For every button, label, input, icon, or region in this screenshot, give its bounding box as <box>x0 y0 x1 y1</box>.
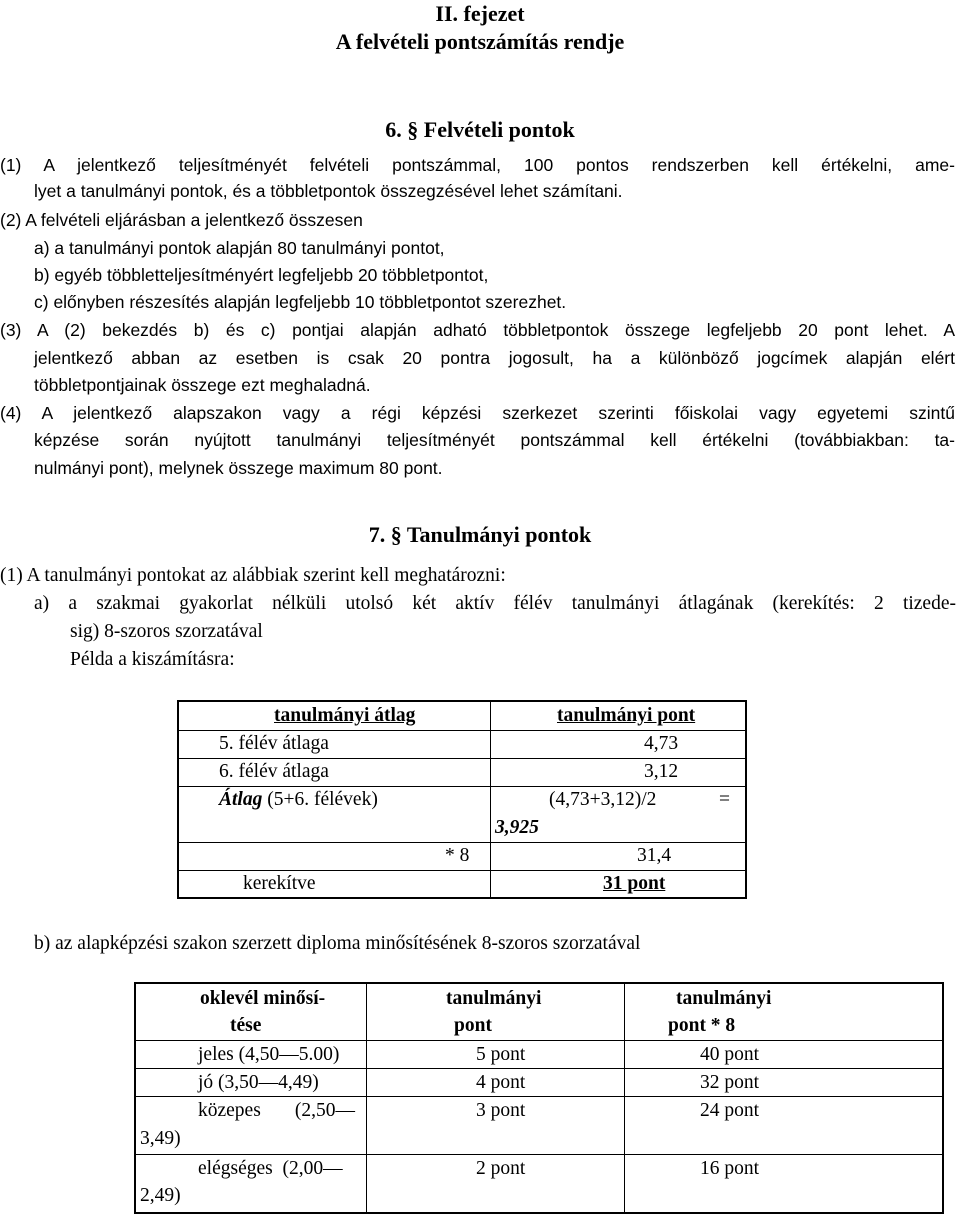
s7-item-b: b) az alapképzési szakon szerzett diploma minősítésének 8-szoros szorzatával <box>34 933 641 954</box>
header-points: tanulmányi pont <box>557 705 696 726</box>
header-points8-line2: pont * 8 <box>668 1015 736 1036</box>
header-points8-line1: tanulmányi <box>676 988 772 1009</box>
section-7-heading: 7. § Tanulmányi pontok <box>368 522 592 547</box>
s6-p2-intro: (2) A felvételi eljárásban a jelentkező összesen <box>0 210 363 230</box>
header-points-line1: tanulmányi <box>446 988 542 1009</box>
chapter-number: II. fejezet <box>435 1 525 26</box>
row-kozepes-grade-line2: 3,49) <box>140 1128 181 1149</box>
row-elegseges-grade-line2: 2,49) <box>140 1185 181 1206</box>
s6-p1-line2: lyet a tanulmányi pontok, és a többletpontok összegzésével lehet számítani. <box>34 181 623 201</box>
row-kozepes-points: 3 pont <box>476 1100 526 1121</box>
row-rounded-label: kerekítve <box>243 873 316 894</box>
s7-item-a-line1: a) a szakmai gyakorlat nélküli utolsó két aktív félév tanulmányi átlagának (kerekítés: 2 tizede- <box>34 593 956 614</box>
row-semester5-value: 4,73 <box>644 733 679 754</box>
row-jo-grade: jó (3,50—4,49) <box>198 1072 319 1093</box>
table-divider <box>136 1068 942 1069</box>
s6-p2-item-b: b) egyéb többletteljesítményért legfeljebb 20 többletpontot, <box>34 265 489 285</box>
average-semesters: (5+6. félévek) <box>262 789 378 810</box>
s6-p2-item-a: a) a tanulmányi pontok alapján 80 tanulmányi pontot, <box>34 238 445 258</box>
table-divider <box>136 1096 942 1097</box>
s7-p1: (1) A tanulmányi pontokat az alábbiak szerint kell meghatározni: <box>0 565 506 586</box>
row-jo-points8: 32 pont <box>700 1072 760 1093</box>
table-divider <box>179 842 745 843</box>
row-average-formula: (4,73+3,12)/2 <box>549 789 657 810</box>
s6-p2-item-c: c) előnyben részesítés alapján legfeljebb 10 többletpontot szerezhet. <box>34 292 567 312</box>
average-word: Átlag <box>219 789 263 810</box>
chapter-title: A felvételi pontszámítás rendje <box>335 29 625 54</box>
row-average-equals: = <box>719 789 730 810</box>
table-divider <box>179 870 745 871</box>
s6-p3-line1: (3) A (2) bekezdés b) és c) pontjai alapján adható többletpontok összege legfeljebb 20 pont lehet. A <box>0 320 955 340</box>
row-average-result: 3,925 <box>495 817 539 838</box>
header-points-line2: pont <box>454 1015 492 1036</box>
row-elegseges-points8: 16 pont <box>700 1158 760 1179</box>
table-divider <box>179 758 745 759</box>
s7-example-label: Példa a kiszámításra: <box>70 649 235 670</box>
row-jeles-points8: 40 pont <box>700 1044 760 1065</box>
s6-p1-line1: (1) A jelentkező teljesítményét felvételi pontszámmal, 100 pontos rendszerben kell értékelni, ame- <box>0 155 955 175</box>
section-6-heading: 6. § Felvételi pontok <box>385 117 575 142</box>
row-kozepes-grade-line1: közepes (2,50— <box>198 1100 356 1121</box>
s6-p4-line2: képzése során nyújtott tanulmányi teljesítményét pontszámmal kell értékelni (továbbiakban: ta- <box>34 430 955 450</box>
row-jo-points: 4 pont <box>476 1072 526 1093</box>
s6-p4-line1: (4) A jelentkező alapszakon vagy a régi képzési szerkezet szerinti főiskolai vagy egyetemi szintű <box>0 403 955 423</box>
row-multiply-label: * 8 <box>445 845 470 866</box>
table-divider <box>490 702 491 897</box>
table-divider <box>366 984 367 1212</box>
s6-p4-line3: nulmányi pont), melynek összege maximum 80 pont. <box>34 458 443 478</box>
row-elegseges-points: 2 pont <box>476 1158 526 1179</box>
row-kozepes-points8: 24 pont <box>700 1100 760 1121</box>
row-jeles-points: 5 pont <box>476 1044 526 1065</box>
table-divider <box>624 984 625 1212</box>
row-semester6-value: 3,12 <box>644 761 679 782</box>
diploma-grade-table <box>134 982 944 1214</box>
row-semester5-label: 5. félév átlaga <box>219 733 329 754</box>
header-average: tanulmányi átlag <box>274 705 416 726</box>
header-grade-line2: tése <box>230 1015 262 1036</box>
row-multiply-value: 31,4 <box>637 845 672 866</box>
row-jeles-grade: jeles (4,50—5.00) <box>198 1044 340 1065</box>
row-average-label <box>219 788 378 812</box>
row-semester6-label: 6. félév átlaga <box>219 761 329 782</box>
table-divider <box>179 786 745 787</box>
average-table <box>177 700 747 899</box>
row-rounded-value: 31 pont <box>603 873 666 894</box>
s7-item-a-line2: sig) 8-szoros szorzatával <box>70 621 263 642</box>
header-grade-line1: oklevél minősí- <box>200 988 326 1009</box>
table-divider <box>136 1154 942 1155</box>
s6-p3-line3: többletpontjainak összege ezt meghaladná. <box>34 375 371 395</box>
table-divider <box>179 730 745 731</box>
s6-p3-line2: jelentkező abban az esetben is csak 20 pontra jogosult, ha a különböző jogcímek alapján elért <box>34 348 955 368</box>
row-elegseges-grade-line1: elégséges (2,00— <box>198 1158 343 1179</box>
table-divider <box>136 1040 942 1041</box>
